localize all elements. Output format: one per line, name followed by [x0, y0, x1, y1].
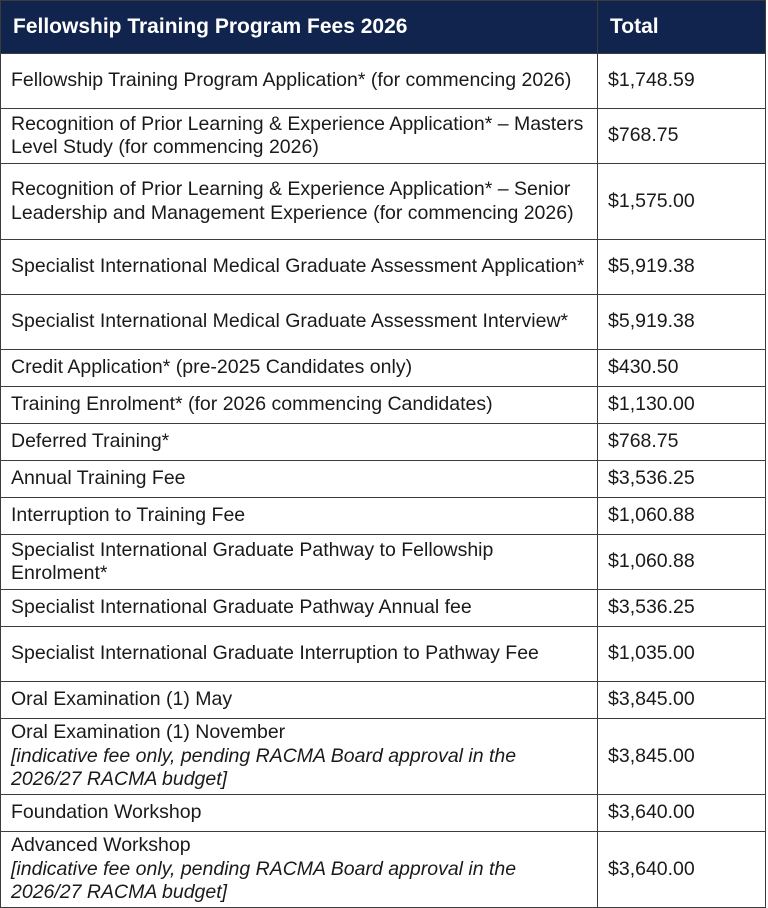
table-row — [1, 795, 766, 832]
fee-item-cell — [1, 350, 598, 387]
fee-total-cell: $5,919.38 — [598, 295, 766, 350]
fee-total-cell: $1,748.59 — [598, 54, 766, 109]
table-row — [1, 682, 766, 719]
fee-item-cell — [1, 240, 598, 295]
fee-total-cell: $3,640.00 — [598, 832, 766, 908]
fee-item-note: [indicative fee only, pending RACMA Board approval in the 2026/27 RACMA budget] — [11, 857, 517, 904]
fee-item-label: Specialist International Medical Graduate Assessment Application* — [11, 255, 585, 278]
fees-table-body — [1, 54, 766, 908]
fee-total-cell: $3,536.25 — [598, 461, 766, 498]
fee-item-label: Specialist International Medical Graduate Assessment Interview* — [11, 310, 569, 333]
fee-item-label: Specialist International Graduate Pathway Annual fee — [11, 596, 472, 619]
fee-item-label: Annual Training Fee — [11, 467, 186, 490]
fee-total-cell: $1,035.00 — [598, 627, 766, 682]
table-row — [1, 387, 766, 424]
fee-item-cell — [1, 627, 598, 682]
fee-item-label: Fellowship Training Program Application* (for commencing 2026) — [11, 69, 572, 92]
fee-total-cell: $430.50 — [598, 350, 766, 387]
header-total: Total — [598, 1, 766, 54]
table-row — [1, 295, 766, 350]
fees-table-header — [1, 1, 766, 54]
fee-item-label: Interruption to Training Fee — [11, 504, 246, 527]
fee-item-label: Recognition of Prior Learning & Experience Application* – Senior Leadership and Management Experience (for commencing 2026) — [11, 178, 574, 224]
table-row — [1, 832, 766, 908]
fee-item-cell — [1, 164, 598, 240]
table-row — [1, 54, 766, 109]
fee-item-cell — [1, 54, 598, 109]
fee-total-cell: $3,640.00 — [598, 795, 766, 832]
table-row — [1, 424, 766, 461]
fee-total-cell: $3,536.25 — [598, 590, 766, 627]
fee-item-cell — [1, 590, 598, 627]
header-fee-item: Fellowship Training Program Fees 2026 — [1, 1, 598, 54]
fee-item-cell — [1, 795, 598, 832]
fee-item-label: Oral Examination (1) November — [11, 721, 286, 744]
fee-total-cell: $3,845.00 — [598, 682, 766, 719]
fee-item-label: Specialist International Graduate Pathway to Fellowship Enrolment* — [11, 538, 494, 584]
table-row — [1, 535, 766, 590]
table-row — [1, 590, 766, 627]
fee-item-label: Deferred Training* — [11, 430, 170, 453]
fee-item-cell — [1, 461, 598, 498]
fee-item-note: [indicative fee only, pending RACMA Board approval in the 2026/27 RACMA budget] — [11, 744, 517, 791]
fee-item-cell — [1, 682, 598, 719]
table-row — [1, 498, 766, 535]
fee-item-label: Recognition of Prior Learning & Experience Application* – Masters Level Study (for commencing 2026) — [11, 112, 584, 158]
fee-total-cell: $5,919.38 — [598, 240, 766, 295]
fee-item-label: Foundation Workshop — [11, 801, 202, 824]
fee-item-cell — [1, 424, 598, 461]
fee-item-label: Specialist International Graduate Interruption to Pathway Fee — [11, 642, 539, 665]
fee-total-cell: $1,060.88 — [598, 535, 766, 590]
table-row — [1, 350, 766, 387]
header-row — [1, 1, 766, 54]
fee-item-label: Advanced Workshop — [11, 834, 191, 857]
fee-item-label: Credit Application* (pre-2025 Candidates only) — [11, 356, 413, 379]
fee-total-cell: $768.75 — [598, 109, 766, 164]
table-row — [1, 627, 766, 682]
fee-item-cell — [1, 535, 598, 590]
fee-total-cell: $3,845.00 — [598, 719, 766, 795]
fee-item-cell — [1, 498, 598, 535]
fee-item-label: Oral Examination (1) May — [11, 688, 233, 711]
table-row — [1, 164, 766, 240]
fee-total-cell: $1,060.88 — [598, 498, 766, 535]
table-row — [1, 461, 766, 498]
table-row — [1, 240, 766, 295]
fee-item-cell — [1, 719, 598, 795]
fee-total-cell: $768.75 — [598, 424, 766, 461]
table-row — [1, 109, 766, 164]
fee-total-cell: $1,130.00 — [598, 387, 766, 424]
fee-total-cell: $1,575.00 — [598, 164, 766, 240]
fee-item-cell — [1, 109, 598, 164]
fee-item-cell — [1, 295, 598, 350]
fee-item-cell — [1, 387, 598, 424]
table-row — [1, 719, 766, 795]
fee-item-label: Training Enrolment* (for 2026 commencing Candidates) — [11, 393, 493, 416]
fee-item-cell — [1, 832, 598, 908]
